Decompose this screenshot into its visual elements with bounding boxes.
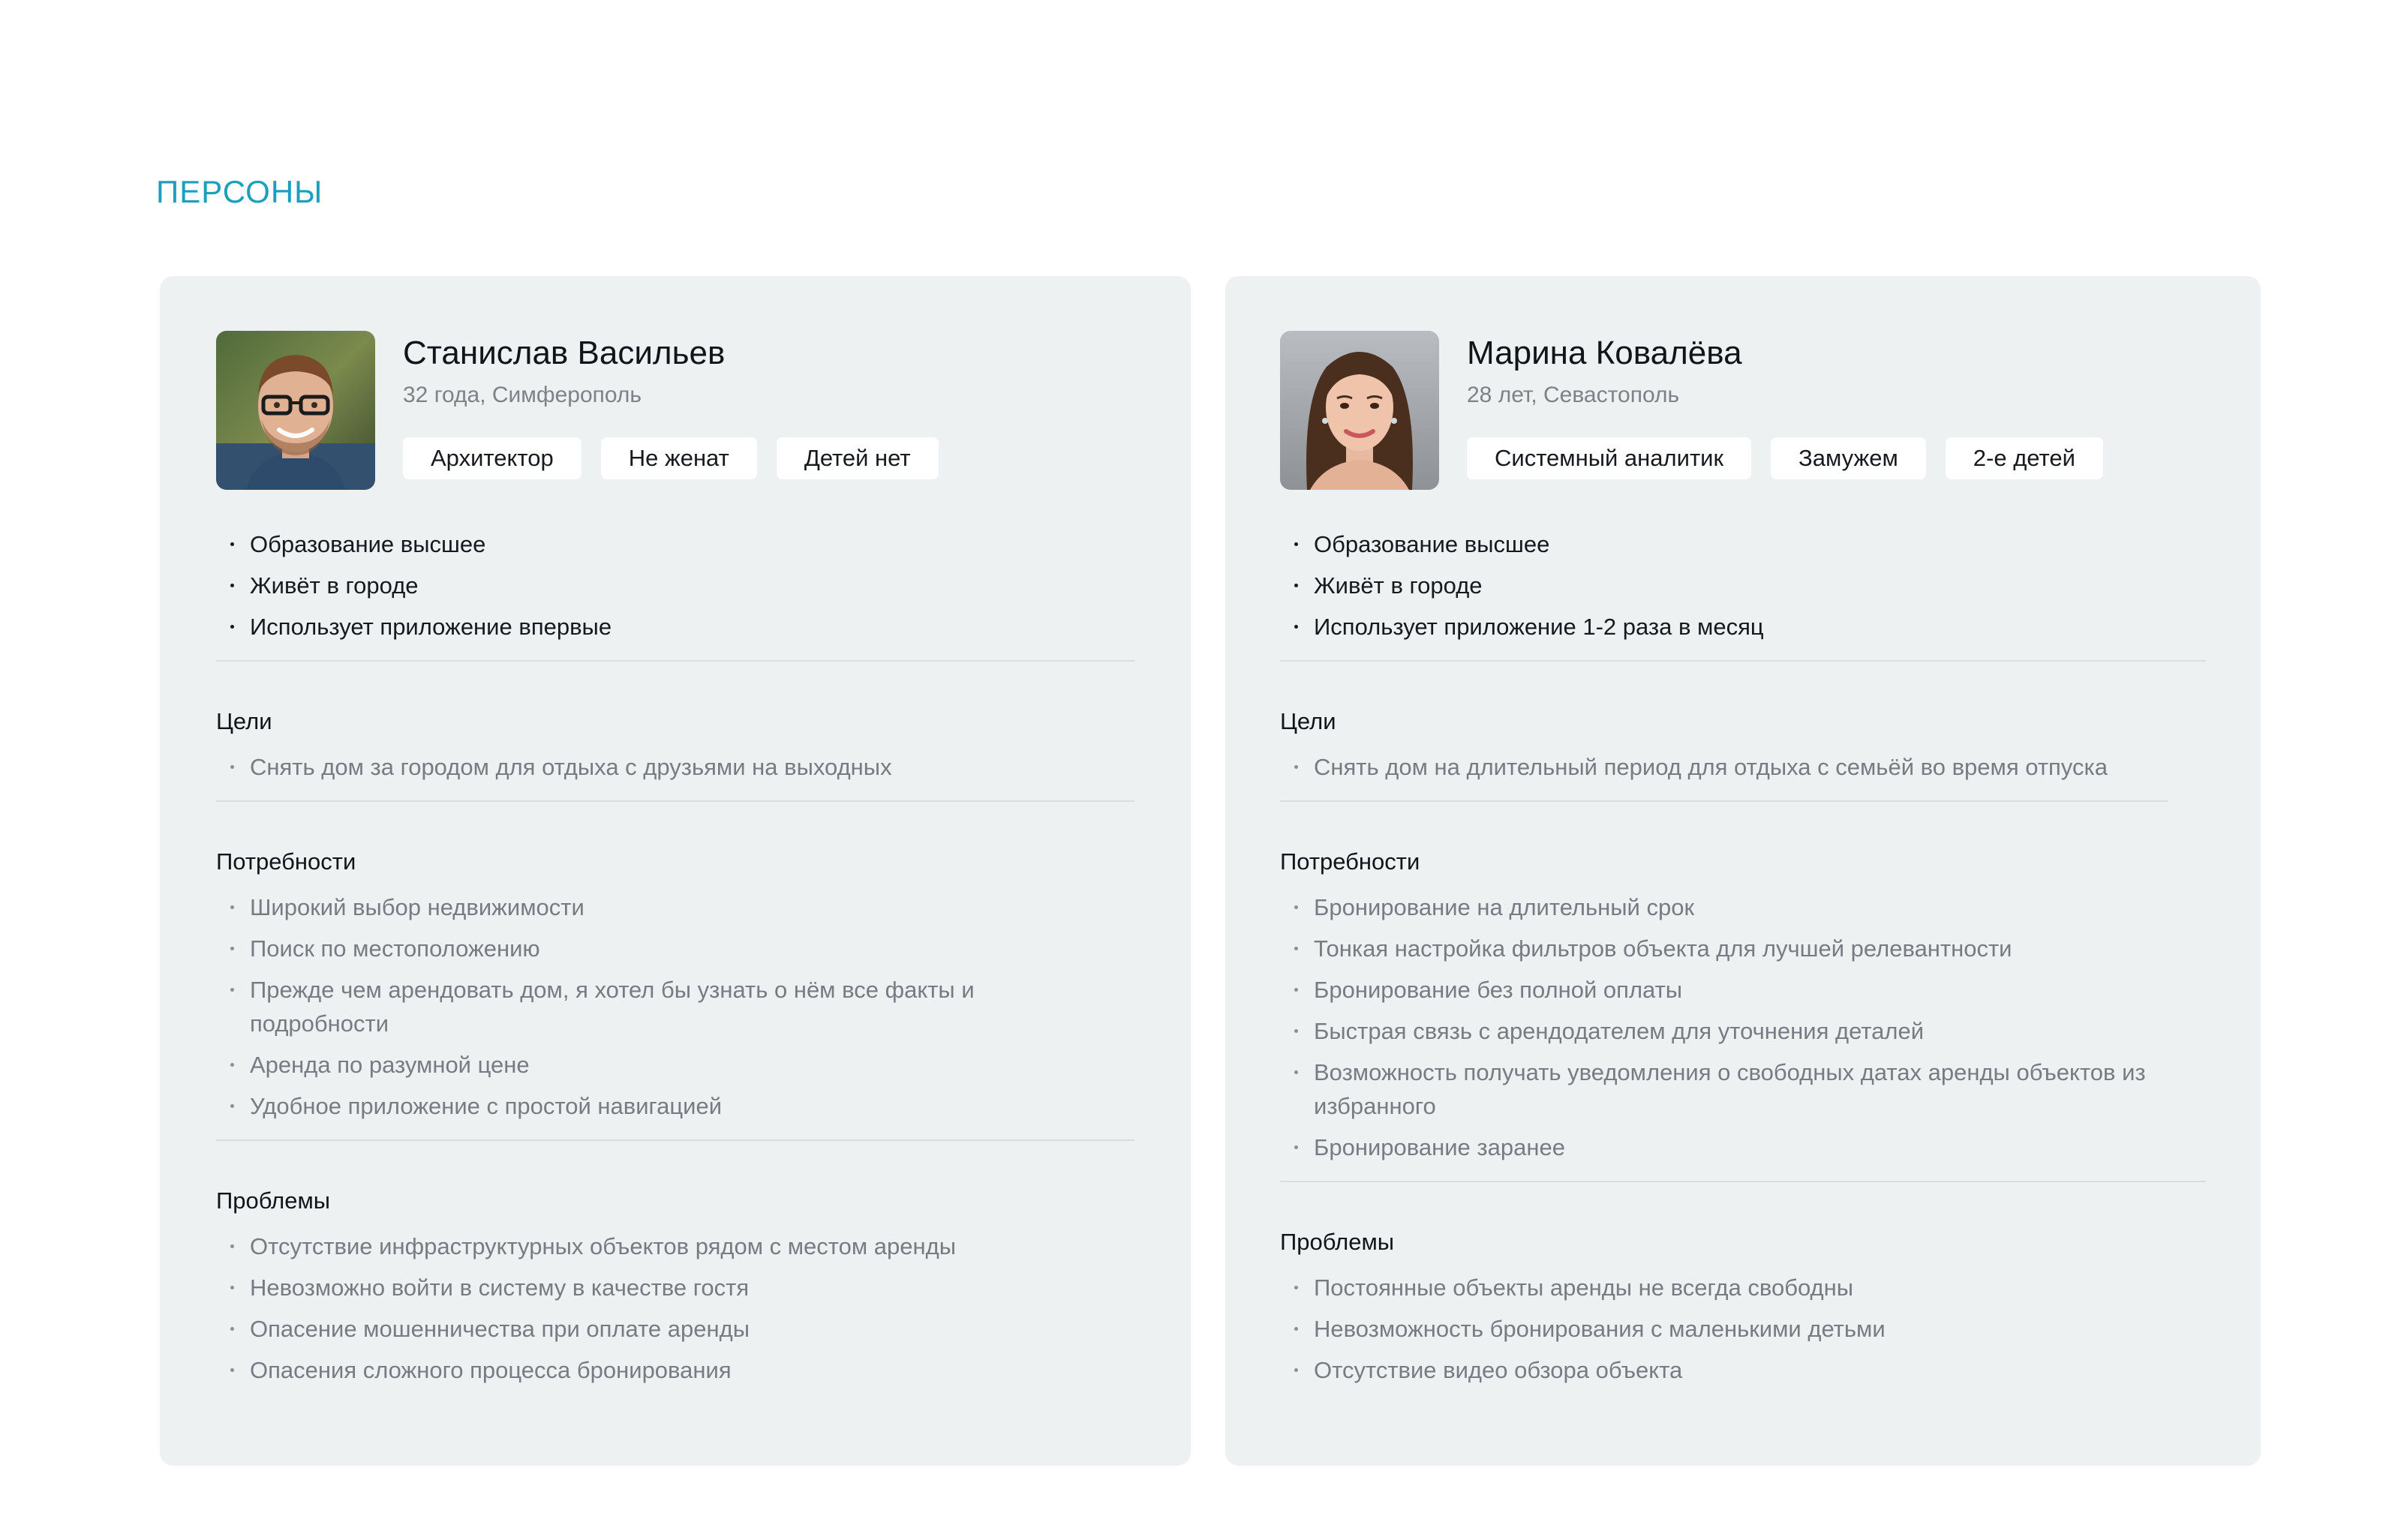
need-item: Возможность получать уведомления о свободных датах аренды объектов из избранного	[1280, 1055, 2206, 1123]
goals-list	[1280, 750, 2206, 784]
persona-age-city: 28 лет, Севастополь	[1467, 383, 1680, 407]
problem-item: Опасение мошенничества при оплате аренды	[216, 1312, 1134, 1346]
goals-list	[216, 750, 1134, 784]
divider	[1280, 1181, 2206, 1182]
fact-item: Образование высшее	[216, 527, 1134, 561]
persona-facts	[216, 527, 1134, 644]
divider	[216, 800, 1134, 802]
fact-item: Использует приложение впервые	[216, 610, 1134, 644]
need-item: Быстрая связь с арендодателем для уточнения деталей	[1280, 1014, 2206, 1048]
woman-avatar-photo	[1280, 331, 1439, 490]
need-item: Широкий выбор недвижимости	[216, 890, 1134, 924]
tag-profession: Архитектор	[403, 437, 581, 479]
goal-item: Снять дом за городом для отдыха с друзьями на выходных	[216, 750, 1134, 784]
persona-tags	[1467, 437, 2103, 479]
tag-children: 2-е детей	[1946, 437, 2103, 479]
goal-item: Снять дом на длительный период для отдыха с семьёй во время отпуска	[1280, 750, 2206, 784]
persona-facts	[1280, 527, 2206, 644]
needs-title: Потребности	[1280, 848, 1420, 875]
man-avatar-photo	[216, 331, 375, 490]
persona-card-stanislav	[160, 276, 1191, 1466]
problems-title: Проблемы	[216, 1187, 331, 1214]
persona-name: Марина Ковалёва	[1467, 335, 1742, 371]
divider	[216, 660, 1134, 662]
persona-header	[1280, 331, 2206, 490]
problem-item: Невозможно войти в систему в качестве гостя	[216, 1271, 1134, 1304]
problem-item: Невозможность бронирования с маленькими детьми	[1280, 1312, 2206, 1346]
problem-item: Постоянные объекты аренды не всегда свободны	[1280, 1271, 2206, 1304]
problem-item: Отсутствие инфраструктурных объектов рядом с местом аренды	[216, 1229, 1134, 1263]
fact-item: Живёт в городе	[1280, 569, 2206, 602]
need-item: Бронирование на длительный срок	[1280, 890, 2206, 924]
section-title: ПЕРСОНЫ	[156, 174, 323, 209]
tag-profession: Системный аналитик	[1467, 437, 1751, 479]
need-item: Аренда по разумной цене	[216, 1048, 1134, 1082]
problem-item: Опасения сложного процесса бронирования	[216, 1353, 1134, 1387]
needs-list	[1280, 890, 2206, 1164]
tag-marital-status: Замужем	[1771, 437, 1926, 479]
need-item: Удобное приложение с простой навигацией	[216, 1089, 1134, 1123]
fact-item: Образование высшее	[1280, 527, 2206, 561]
persona-age-city: 32 года, Симферополь	[403, 383, 642, 407]
tag-marital-status: Не женат	[601, 437, 757, 479]
divider	[1280, 660, 2206, 662]
goals-title: Цели	[1280, 708, 1336, 734]
persona-tags	[403, 437, 939, 479]
goals-title: Цели	[216, 708, 272, 734]
needs-list	[216, 890, 1134, 1123]
problem-item: Отсутствие видео обзора объекта	[1280, 1353, 2206, 1387]
persona-name: Станислав Васильев	[403, 335, 726, 371]
tag-children: Детей нет	[777, 437, 939, 479]
problems-list	[1280, 1271, 2206, 1387]
divider	[216, 1139, 1134, 1141]
needs-title: Потребности	[216, 848, 356, 875]
problems-list	[216, 1229, 1134, 1387]
problems-title: Проблемы	[1280, 1229, 1395, 1255]
fact-item: Использует приложение 1-2 раза в месяц	[1280, 610, 2206, 644]
persona-header	[216, 331, 1134, 490]
need-item: Бронирование без полной оплаты	[1280, 973, 2206, 1007]
need-item: Бронирование заранее	[1280, 1130, 2206, 1164]
divider	[1280, 800, 2168, 802]
need-item: Прежде чем арендовать дом, я хотел бы узнать о нём все факты и подробности	[216, 973, 1038, 1040]
need-item: Поиск по местоположению	[216, 932, 1134, 965]
need-item: Тонкая настройка фильтров объекта для лучшей релевантности	[1280, 932, 2206, 965]
fact-item: Живёт в городе	[216, 569, 1134, 602]
persona-card-marina	[1225, 276, 2261, 1466]
